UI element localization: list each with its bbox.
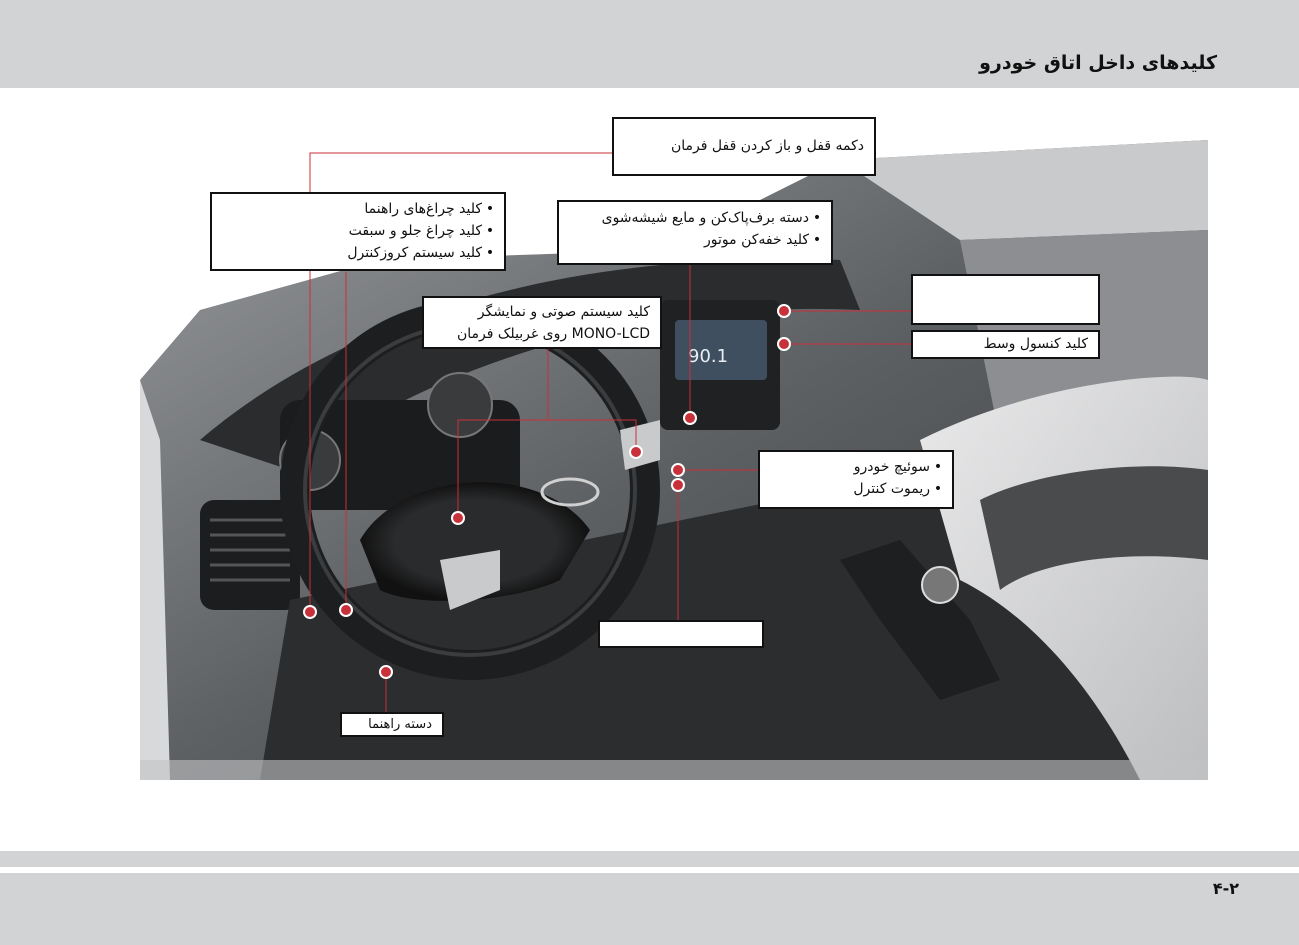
label-steering-lock-text: دکمه قفل و باز کردن قفل فرمان <box>670 138 864 154</box>
footer-stripe <box>0 851 1299 867</box>
list-item: • کلید چراغ‌های راهنما <box>212 198 498 220</box>
label-turn-lever-text: دسته راهنما <box>368 717 432 732</box>
label-ignition-group <box>758 450 954 509</box>
marker-steering-lock <box>304 606 316 618</box>
list-item: • کلید خفه‌کن موتور <box>559 229 825 251</box>
label-console-blank <box>911 274 1100 325</box>
label-audio-line1: کلید سیستم صوتی و نمایشگر <box>477 304 650 320</box>
page-title: کلیدهای داخل اتاق خودرو <box>979 52 1217 74</box>
label-steering-lock <box>612 117 876 176</box>
marker-wiper <box>684 412 696 424</box>
list-item: • کلید سیستم کروزکنترل <box>212 242 498 264</box>
list-item: • کلید چراغ جلو و سبقت <box>212 220 498 242</box>
list-item: • سوئیچ خودرو <box>760 456 946 478</box>
marker-ignition-lower <box>672 479 684 491</box>
label-left-group <box>210 192 506 271</box>
list-item: • ریموت کنترل <box>760 478 946 500</box>
page-number: ۴-۲ <box>1212 879 1239 898</box>
marker-audio-right <box>630 446 642 458</box>
label-audio-line2: MONO-LCD روی غربیلک فرمان <box>456 326 650 342</box>
marker-ignition <box>672 464 684 476</box>
marker-console-top <box>778 305 790 317</box>
list-item: • دسته برف‌پاک‌کن و مایع شیشه‌شوی <box>559 207 825 229</box>
svg-text:90.1: 90.1 <box>688 346 729 367</box>
label-turn-lever <box>340 712 444 737</box>
label-console-text: کلید کنسول وسط <box>983 336 1088 352</box>
marker-turn-lever <box>380 666 392 678</box>
label-wiper-group <box>557 200 833 265</box>
label-blank-lower <box>598 620 764 648</box>
label-audio <box>422 296 662 349</box>
page-footer <box>0 873 1299 945</box>
marker-left-group <box>340 604 352 616</box>
label-console <box>911 330 1100 359</box>
marker-console <box>778 338 790 350</box>
marker-audio-left <box>452 512 464 524</box>
